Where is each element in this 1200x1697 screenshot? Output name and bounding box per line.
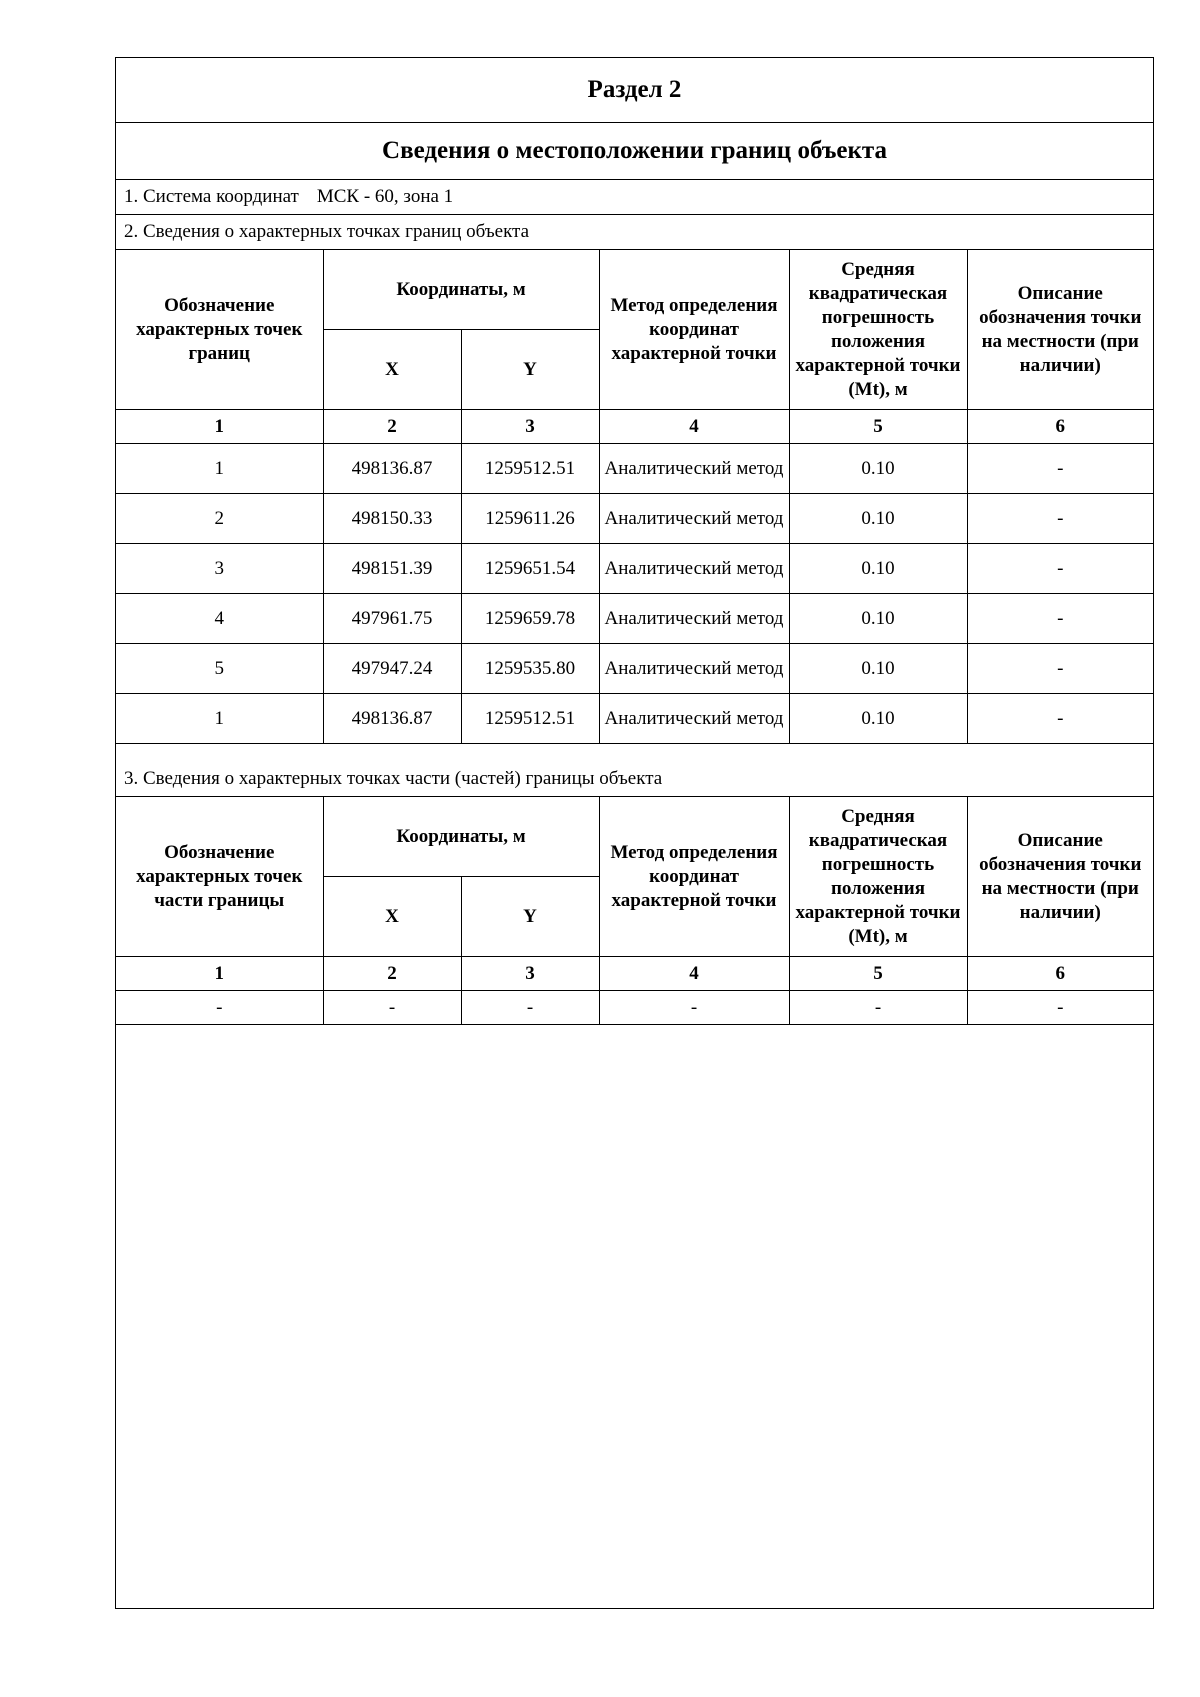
y-cell: 1259659.78	[461, 594, 599, 644]
mt-cell: 0.10	[789, 594, 967, 644]
column-number: 1	[116, 957, 323, 991]
y-cell: 1259651.54	[461, 544, 599, 594]
mt-cell: -	[789, 991, 967, 1025]
mt-cell: 0.10	[789, 544, 967, 594]
mt-cell: 0.10	[789, 444, 967, 494]
document-subtitle: Сведения о местоположении границ объекта	[116, 122, 1153, 180]
column-number: 1	[116, 410, 323, 444]
method-cell: Аналитический метод	[599, 644, 789, 694]
description-cell: -	[967, 694, 1153, 744]
x-cell: 497947.24	[323, 644, 461, 694]
mt-cell: 0.10	[789, 644, 967, 694]
column-number: 2	[323, 957, 461, 991]
header-point-designation: Обозначение характерных точек части границы	[116, 797, 323, 957]
x-cell: 498151.39	[323, 544, 461, 594]
table-row	[116, 494, 1153, 544]
coord-system-label: 1. Система координат	[124, 185, 299, 207]
method-cell: Аналитический метод	[599, 444, 789, 494]
method-cell: Аналитический метод	[599, 594, 789, 644]
section-title: Раздел 2	[116, 58, 1153, 123]
table-row	[116, 694, 1153, 744]
column-number: 3	[461, 410, 599, 444]
method-cell: Аналитический метод	[599, 494, 789, 544]
x-cell: 498150.33	[323, 494, 461, 544]
mt-cell: 0.10	[789, 694, 967, 744]
document-frame	[115, 57, 1154, 1609]
table-row	[116, 594, 1153, 644]
table1-caption: 2. Сведения о характерных точках границ объекта	[116, 215, 1153, 250]
coord-system-value: МСК - 60, зона 1	[316, 185, 454, 207]
header-y: Y	[461, 877, 599, 957]
header-coordinates: Координаты, м	[323, 797, 599, 877]
column-numbers-row	[116, 410, 1153, 444]
column-number: 4	[599, 410, 789, 444]
point-cell: 1	[116, 444, 323, 494]
description-cell: -	[967, 594, 1153, 644]
point-cell: 3	[116, 544, 323, 594]
column-number: 6	[967, 410, 1153, 444]
header-description: Описание обозначения точки на местности (при наличии)	[967, 250, 1153, 410]
column-number: 2	[323, 410, 461, 444]
column-number: 4	[599, 957, 789, 991]
y-cell: -	[461, 991, 599, 1025]
table-row	[116, 544, 1153, 594]
point-cell: 4	[116, 594, 323, 644]
description-cell: -	[967, 544, 1153, 594]
header-method: Метод определения координат характерной точки	[599, 250, 789, 410]
header-description: Описание обозначения точки на местности (при наличии)	[967, 797, 1153, 957]
table-row	[116, 644, 1153, 694]
header-point-designation: Обозначение характерных точек границ	[116, 250, 323, 410]
method-cell: Аналитический метод	[599, 694, 789, 744]
method-cell: Аналитический метод	[599, 544, 789, 594]
description-cell: -	[967, 644, 1153, 694]
coord-system-line	[116, 179, 1153, 215]
boundary-points-table	[116, 250, 1153, 744]
header-y: Y	[461, 330, 599, 410]
point-cell: 2	[116, 494, 323, 544]
x-cell: -	[323, 991, 461, 1025]
header-coordinates: Координаты, м	[323, 250, 599, 330]
table2-caption: 3. Сведения о характерных точках части (частей) границы объекта	[116, 762, 1153, 797]
header-mean-error: Средняя квадратическая погрешность положения характерной точки (Mt), м	[789, 797, 967, 957]
method-cell: -	[599, 991, 789, 1025]
column-number: 3	[461, 957, 599, 991]
column-number: 5	[789, 957, 967, 991]
boundary-part-points-table	[116, 797, 1153, 1025]
y-cell: 1259512.51	[461, 694, 599, 744]
x-cell: 498136.87	[323, 694, 461, 744]
header-x: X	[323, 330, 461, 410]
x-cell: 497961.75	[323, 594, 461, 644]
column-number: 6	[967, 957, 1153, 991]
table-row	[116, 991, 1153, 1025]
x-cell: 498136.87	[323, 444, 461, 494]
y-cell: 1259512.51	[461, 444, 599, 494]
y-cell: 1259535.80	[461, 644, 599, 694]
y-cell: 1259611.26	[461, 494, 599, 544]
description-cell: -	[967, 444, 1153, 494]
header-mean-error: Средняя квадратическая погрешность положения характерной точки (Mt), м	[789, 250, 967, 410]
header-method: Метод определения координат характерной точки	[599, 797, 789, 957]
header-x: X	[323, 877, 461, 957]
point-cell: 5	[116, 644, 323, 694]
table-row	[116, 444, 1153, 494]
column-numbers-row	[116, 957, 1153, 991]
description-cell: -	[967, 494, 1153, 544]
point-cell: 1	[116, 694, 323, 744]
column-number: 5	[789, 410, 967, 444]
description-cell: -	[967, 991, 1153, 1025]
mt-cell: 0.10	[789, 494, 967, 544]
point-cell: -	[116, 991, 323, 1025]
